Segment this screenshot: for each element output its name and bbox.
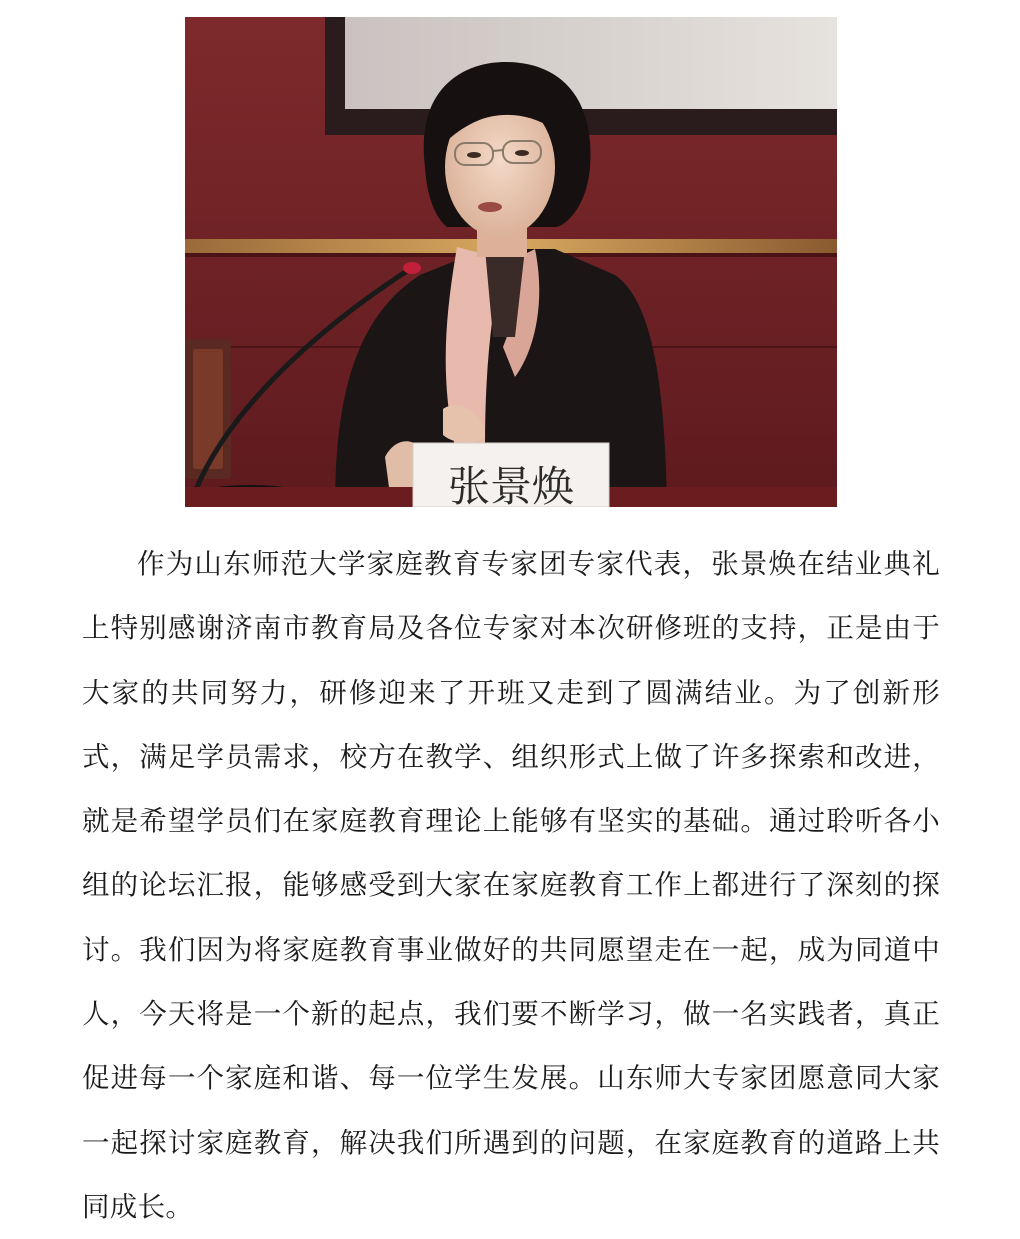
nameplate-text: 张景焕 [447, 462, 575, 507]
article-paragraph: 作为山东师范大学家庭教育专家团专家代表，张景焕在结业典礼上特别感谢济南市教育局及各位专家对本次研修班的支持，正是由于大家的共同努力，研修迎来了开班又走到了圆满结业。为了创新形式，满足学员需求，校方在教学、组织形式上做了许多探索和改进，就是希望学员们在家庭教育理论上能够有坚实的基础。通过聆听各小组的论坛汇报，能够感受到大家在家庭教育工作上都进行了深刻的探讨。我们因为将家庭教育事业做好的共同愿望走在一起，成为同道中人，今天将是一个新的起点，我们要不断学习，做一名实践者，真正促进每一个家庭和谐、每一位学生发展。山东师大专家团愿意同大家一起探讨家庭教育，解决我们所遇到的问题，在家庭教育的道路上共同成长。 [82, 548, 940, 1223]
speaker-photo [185, 17, 837, 507]
